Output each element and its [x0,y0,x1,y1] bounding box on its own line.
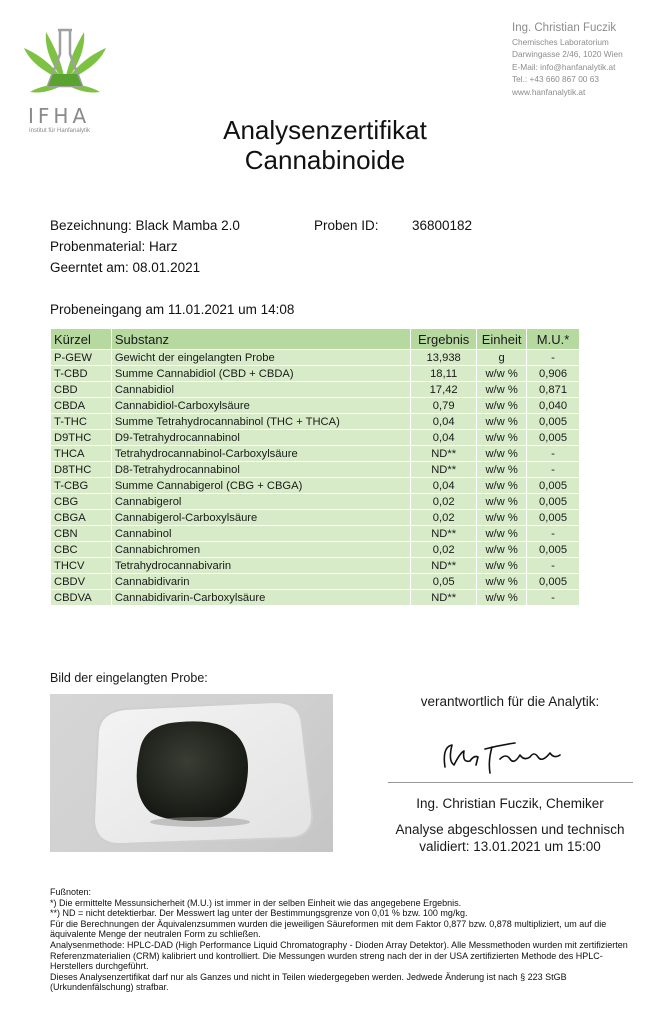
cell-substanz: Cannabidiol-Carboxylsäure [111,398,410,414]
sample-id: 36800182 [412,218,473,233]
title-line-2: Cannabinoide [244,145,406,175]
lab-line: E-Mail: info@hanfanalytik.at [512,61,616,72]
header-ergebnis: Ergebnis [411,329,477,350]
cell-ergebnis: ND** [411,590,477,606]
cell-ergebnis: 17,42 [411,382,477,398]
cell-einheit: w/w % [477,526,527,542]
table-row [51,414,580,430]
table-row [51,574,580,590]
cell-kuerzel: CBGA [51,510,112,526]
title-line-1: Analysenzertifikat [223,115,427,145]
cell-einheit: w/w % [477,478,527,494]
cell-mu: - [527,462,580,478]
table-row [51,510,580,526]
table-row [51,494,580,510]
cell-mu: - [527,590,580,606]
cell-kuerzel: T-CBG [51,478,112,494]
cell-kuerzel: CBDA [51,398,112,414]
cell-ergebnis: ND** [411,446,477,462]
lab-line: www.hanfanalytik.at [512,86,586,97]
cell-einheit: g [477,350,527,366]
cell-mu: 0,871 [527,382,580,398]
lab-line: Darwingasse 2/46, 1020 Wien [512,49,623,60]
cell-mu: - [527,446,580,462]
cell-substanz: Gewicht der eingelangten Probe [111,350,410,366]
lab-address [512,22,662,98]
status-line-2: validiert: 13.01.2021 um 15:00 [419,839,601,854]
cell-ergebnis: 0,05 [411,574,477,590]
cell-einheit: w/w % [477,590,527,606]
table-row [51,350,580,366]
cell-mu: 0,005 [527,542,580,558]
cell-kuerzel: T-THC [51,414,112,430]
table-row [51,590,580,606]
table-row [51,430,580,446]
cell-substanz: D8-Tetrahydrocannabinol [111,462,410,478]
analysis-status [380,821,640,855]
cell-mu: 0,005 [527,574,580,590]
cell-kuerzel: CBDVA [51,590,112,606]
cell-substanz: Cannabigerol [111,494,410,510]
cell-mu: - [527,558,580,574]
signature-line [388,782,633,783]
header-kuerzel: Kürzel [51,329,112,350]
footnote: Dieses Analysenzertifikat darf nur als Ganzes und nicht in Teilen wiedergegeben werden. Jedwede Änderung ist nach § 223 StGB (Urkundenfälschung) strafbar. [50,971,567,993]
cell-einheit: w/w % [477,558,527,574]
cell-kuerzel: D8THC [51,462,112,478]
footnote: Für die Berechnungen der Äquivalenzsummen wurden die jeweiligen Säureformen mit dem Faktor 0,877 bzw. 0,878 multipliziert, um auf die äquivalente Menge der neutralen Form zu schließen. [50,918,607,940]
lab-line: Chemisches Laboratorium [512,37,609,47]
cell-ergebnis: 0,02 [411,542,477,558]
cell-einheit: w/w % [477,366,527,382]
cell-substanz: Summe Cannabigerol (CBG + CBGA) [111,478,410,494]
table-row [51,366,580,382]
cell-mu: 0,005 [527,478,580,494]
footnote: Analysenmethode: HPLC-DAD (High Performance Liquid Chromatography - Dioden Array Detektor). Alle Messmethoden wurden mit zertifizierten Referenzmaterialien (CRM) kalibriert und kontrolliert. Die Messungen wurden streng nach der in der USA zertifizierten Methode des HPLC-Herstellers durchgeführt. [50,939,628,972]
cell-substanz: Cannabinol [111,526,410,542]
footnote: **) ND = nicht detektierbar. Der Messwert lag unter der Bestimmungsgrenze von 0,01 % bzw. 100 mg/kg. [50,908,468,919]
document-title [0,115,650,175]
cell-einheit: w/w % [477,430,527,446]
cell-kuerzel: THCV [51,558,112,574]
cell-substanz: Summe Tetrahydrocannabinol (THC + THCA) [111,414,410,430]
footnote-heading: Fußnoten: [50,887,92,897]
cannabis-flask-icon [20,24,110,104]
cell-kuerzel: CBC [51,542,112,558]
cell-kuerzel: CBDV [51,574,112,590]
cell-ergebnis: 13,938 [411,350,477,366]
sample-id-label: Proben ID: [314,218,379,233]
cell-einheit: w/w % [477,510,527,526]
cell-kuerzel: CBD [51,382,112,398]
cell-einheit: w/w % [477,574,527,590]
table-row [51,446,580,462]
cell-ergebnis: ND** [411,526,477,542]
table-header-row [51,329,580,350]
logo-subtitle: Institut für Hanfanalytik [29,128,91,134]
cell-ergebnis: 0,04 [411,414,477,430]
cell-mu: 0,005 [527,494,580,510]
cell-substanz: Cannabidivarin-Carboxylsäure [111,590,410,606]
table-row [51,462,580,478]
cell-einheit: w/w % [477,494,527,510]
cell-substanz: Summe Cannabidiol (CBD + CBDA) [111,366,410,382]
cell-einheit: w/w % [477,382,527,398]
cell-ergebnis: ND** [411,558,477,574]
results-table [50,328,580,606]
table-row [51,542,580,558]
sample-designation: Bezeichnung: Black Mamba 2.0 [50,218,240,233]
logo-text: IFHA [28,104,91,128]
cell-mu: - [527,526,580,542]
cell-ergebnis: 0,04 [411,430,477,446]
cell-substanz: Cannabichromen [111,542,410,558]
table-row [51,558,580,574]
header-substanz: Substanz [111,329,410,350]
cell-kuerzel: D9THC [51,430,112,446]
cell-einheit: w/w % [477,462,527,478]
sample-photo-label: Bild der eingelangten Probe: [50,671,208,685]
cell-kuerzel: CBN [51,526,112,542]
cell-substanz: Cannabidiol [111,382,410,398]
table-row [51,382,580,398]
header-einheit: Einheit [477,329,527,350]
cell-ergebnis: 0,02 [411,494,477,510]
cell-kuerzel: CBG [51,494,112,510]
cell-kuerzel: T-CBD [51,366,112,382]
cell-ergebnis: 0,79 [411,398,477,414]
signer-name: Ing. Christian Fuczik, Chemiker [416,796,604,811]
cell-ergebnis: 18,11 [411,366,477,382]
lab-line: Tel.: +43 660 867 00 63 [512,74,599,85]
receipt-date: Probeneingang am 11.01.2021 um 14:08 [50,302,295,317]
header-mu: M.U.* [527,329,580,350]
cell-einheit: w/w % [477,398,527,414]
lab-name: Ing. Christian Fuczik [512,22,617,34]
table-row [51,478,580,494]
cell-substanz: D9-Tetrahydrocannabinol [111,430,410,446]
responsible-label: verantwortlich für die Analytik: [420,694,600,709]
cell-mu: 0,005 [527,510,580,526]
cell-ergebnis: ND** [411,462,477,478]
cell-substanz: Cannabidivarin [111,574,410,590]
sample-photo [50,694,333,852]
cell-mu: 0,005 [527,430,580,446]
table-row [51,526,580,542]
cell-kuerzel: P-GEW [51,350,112,366]
footnotes [50,887,640,993]
cell-mu: 0,040 [527,398,580,414]
cell-kuerzel: THCA [51,446,112,462]
cell-einheit: w/w % [477,446,527,462]
harvest-date: Geerntet am: 08.01.2021 [50,260,201,275]
cell-ergebnis: 0,02 [411,510,477,526]
resin-sample-image [50,694,333,852]
cell-substanz: Cannabigerol-Carboxylsäure [111,510,410,526]
sample-material: Probenmaterial: Harz [50,239,178,254]
cell-mu: - [527,350,580,366]
cell-mu: 0,906 [527,366,580,382]
cell-substanz: Tetrahydrocannabivarin [111,558,410,574]
status-line-1: Analyse abgeschlossen und technisch [395,822,625,837]
table-row [51,398,580,414]
cell-mu: 0,005 [527,414,580,430]
cell-einheit: w/w % [477,414,527,430]
cell-ergebnis: 0,04 [411,478,477,494]
cell-substanz: Tetrahydrocannabinol-Carboxylsäure [111,446,410,462]
cell-einheit: w/w % [477,542,527,558]
footnote: *) Die ermittelte Messunsicherheit (M.U.) ist immer in der selben Einheit wie das angegebene Ergebnis. [50,897,462,908]
handwritten-signature [430,735,570,780]
